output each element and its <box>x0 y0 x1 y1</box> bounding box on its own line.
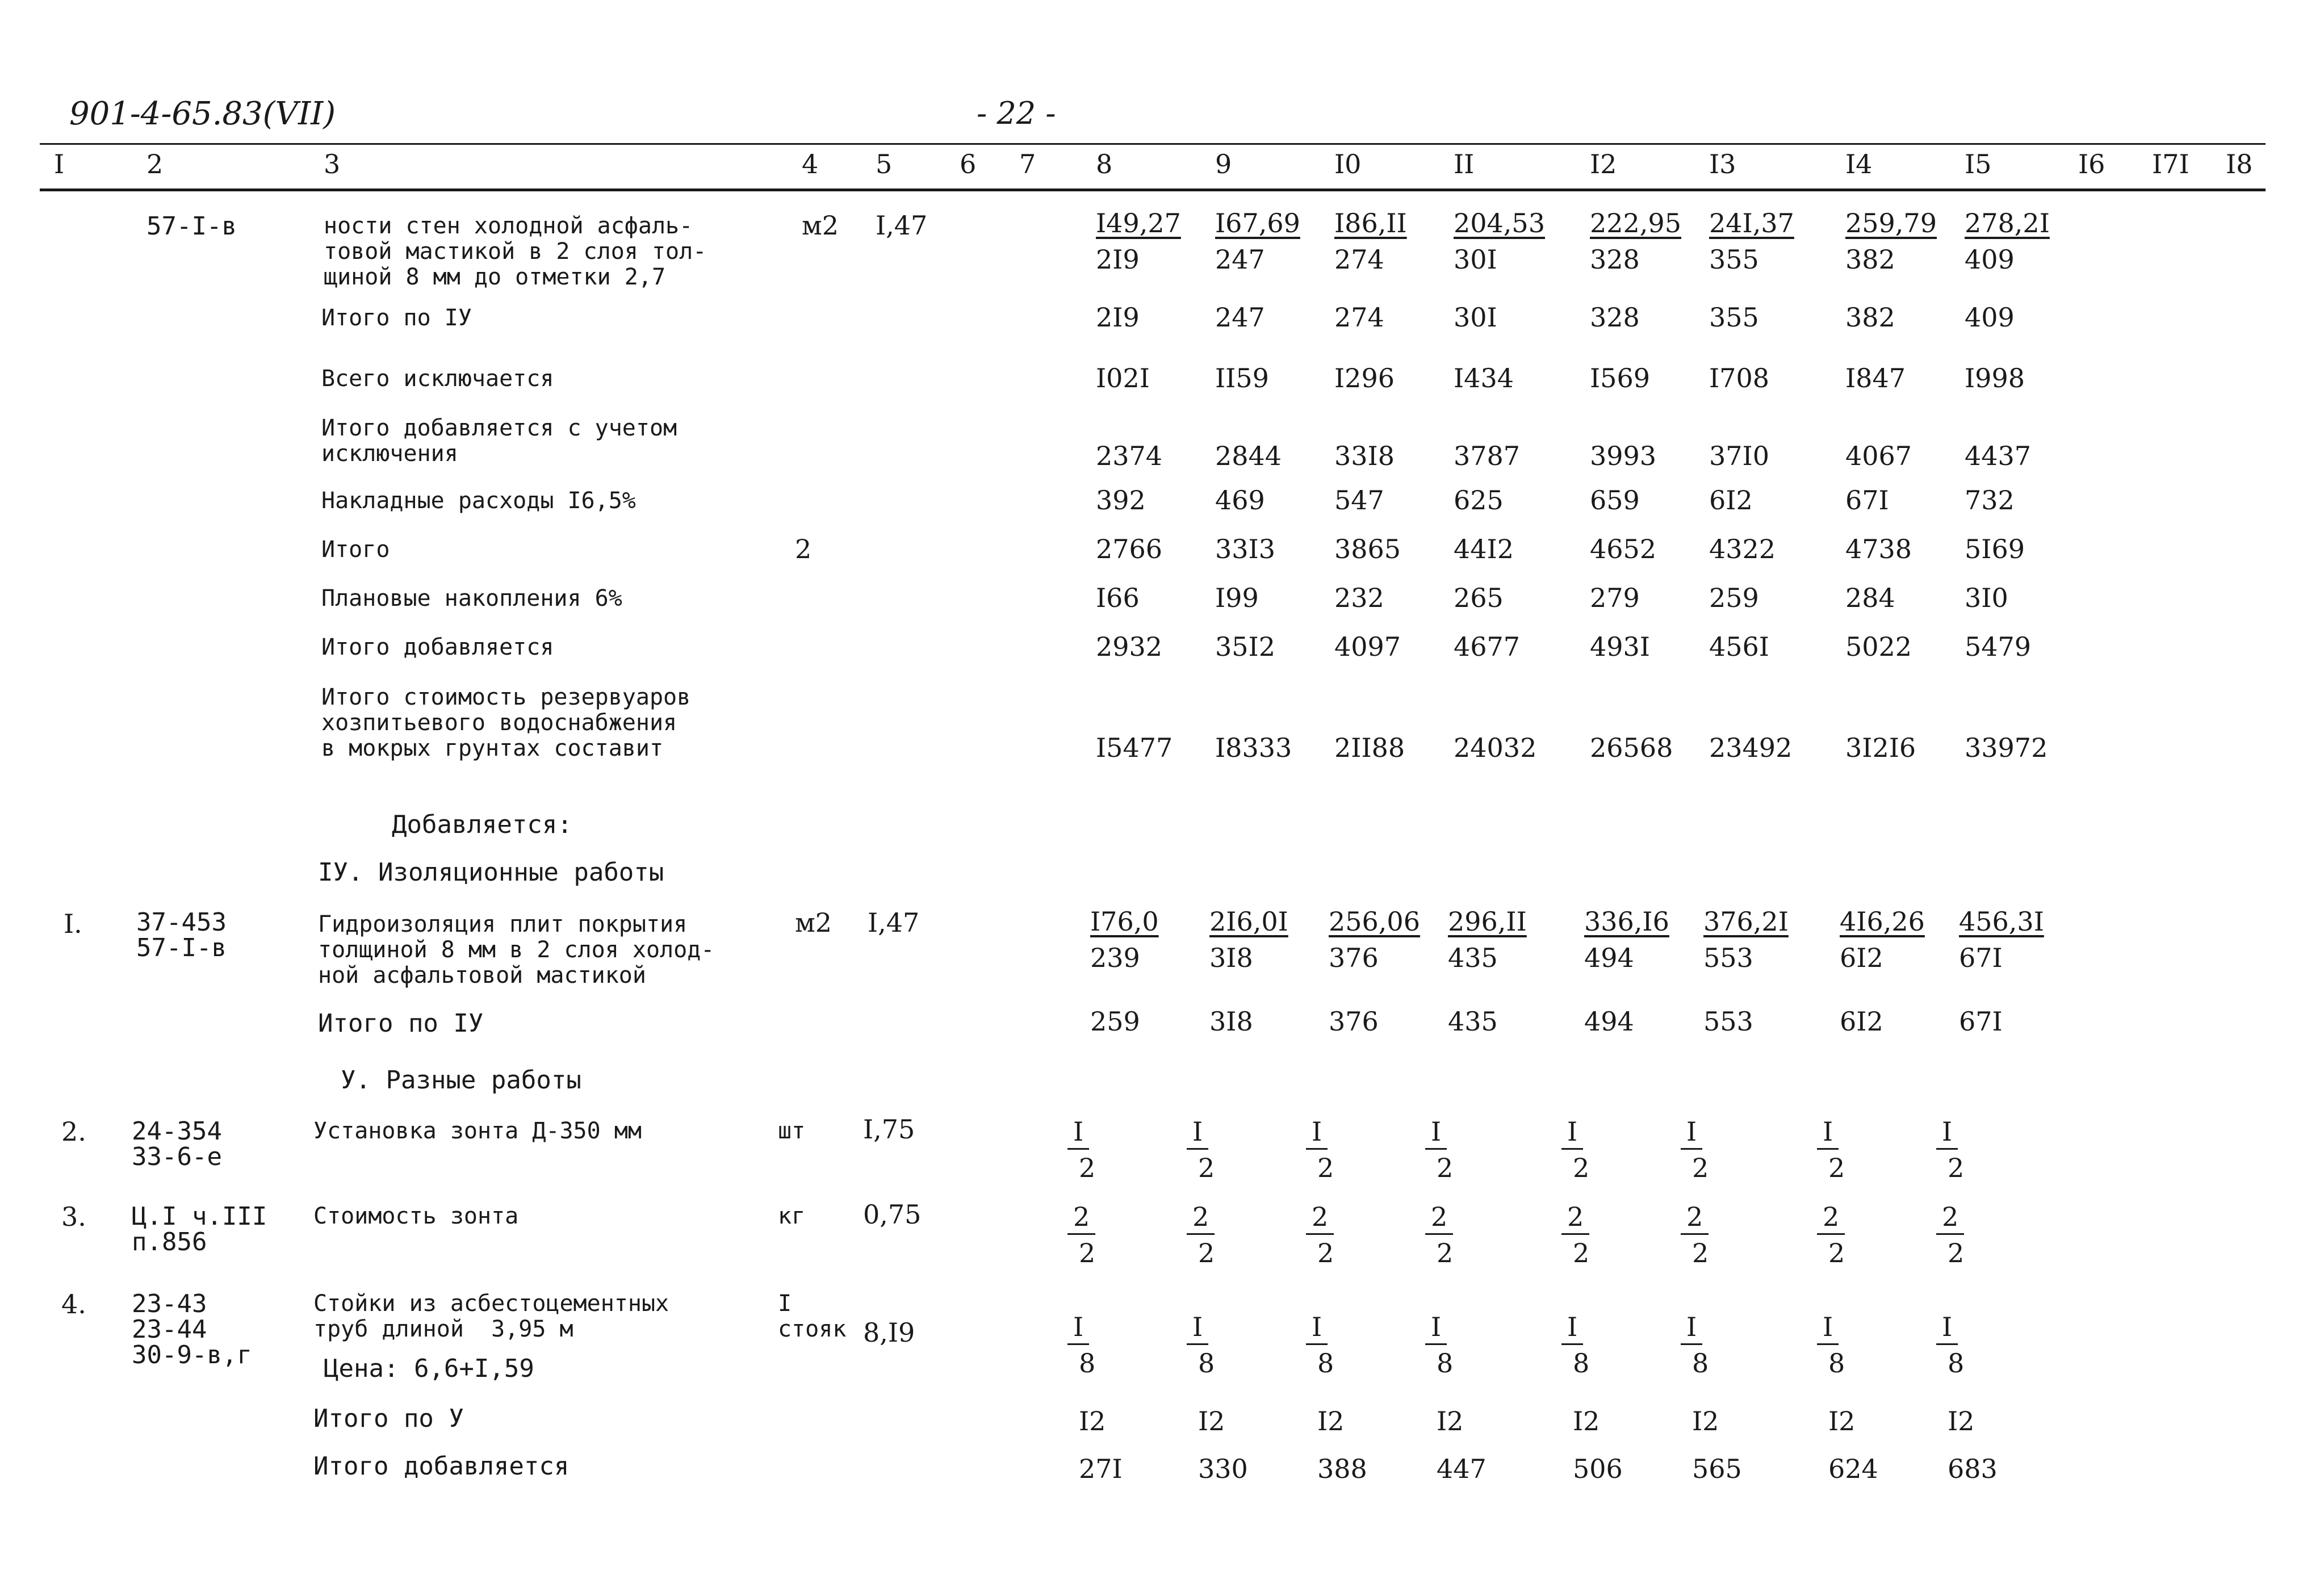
column-header: 7 <box>1019 149 1036 179</box>
fraction-denominator: 2 <box>1573 1238 1590 1268</box>
column-header: 9 <box>1215 149 1232 179</box>
item-quantity: 0,75 <box>863 1199 922 1230</box>
fraction-denominator: 2 <box>1437 1153 1454 1183</box>
item-quantity: 8,I9 <box>863 1317 915 1348</box>
column-header: 5 <box>876 149 893 179</box>
cell-value: 30I <box>1454 244 1497 275</box>
cell-value: I434 <box>1454 363 1514 393</box>
cell-value: 3I2I6 <box>1845 732 1916 763</box>
cell-value: 33972 <box>1965 732 2048 763</box>
cell-value: 732 <box>1965 485 2015 516</box>
fraction-denominator: 8 <box>1317 1348 1334 1379</box>
fraction-numerator: I <box>1425 1116 1447 1150</box>
fraction-denominator: 8 <box>1437 1348 1454 1379</box>
column-header: 3 <box>324 149 341 179</box>
fraction-denominator: 2 <box>1948 1153 1965 1183</box>
cell-value: 409 <box>1965 302 2015 333</box>
fraction-denominator: 2 <box>1692 1238 1709 1268</box>
grand-total-value: 683 <box>1948 1453 1998 1484</box>
added-heading: Добавляется: <box>392 810 572 839</box>
cell-value: 355 <box>1709 244 1759 275</box>
fraction-denominator: 2 <box>1317 1238 1334 1268</box>
cell-value: 265 <box>1454 583 1504 613</box>
column-header: I7I <box>2152 149 2189 179</box>
cell-value: 2844 <box>1215 441 1282 471</box>
unit-price: 259,79 <box>1845 208 1937 238</box>
fraction-denominator: 8 <box>1692 1348 1709 1379</box>
column-header: I6 <box>2078 149 2105 179</box>
item-unit: кг <box>778 1203 806 1229</box>
cell-value: 382 <box>1845 302 1895 333</box>
total-value: 494 <box>1584 1006 1634 1037</box>
cell-value: 4067 <box>1845 441 1912 471</box>
total-value: I2 <box>1317 1406 1345 1436</box>
fraction-numerator: I <box>1187 1116 1208 1150</box>
grand-total-value: 388 <box>1317 1453 1367 1484</box>
cell-value: 67I <box>1845 485 1889 516</box>
fraction-numerator: 2 <box>1561 1201 1589 1235</box>
cell-value: 6I2 <box>1709 485 1753 516</box>
total-value: I2 <box>1948 1406 1975 1436</box>
grand-total-label: Итого добавляется <box>313 1452 570 1481</box>
cell-value: 4652 <box>1590 534 1657 564</box>
item-number: 4. <box>61 1289 86 1319</box>
fraction-numerator: I <box>1561 1116 1583 1150</box>
item-number: I. <box>64 908 82 939</box>
summary-label: Накладные расходы I6,5% <box>321 488 636 514</box>
cell-value: 4437 <box>1965 441 2032 471</box>
cell-value: 659 <box>1590 485 1640 516</box>
unit-price: I86,II <box>1334 208 1407 238</box>
cell-value: 456I <box>1709 631 1769 662</box>
summary-label: Всего исключается <box>321 366 554 392</box>
cell-value: 409 <box>1965 244 2015 275</box>
unit-price: 256,06 <box>1329 906 1420 937</box>
cell-value: 3I0 <box>1965 583 2008 613</box>
unit-price: 376,2I <box>1703 906 1789 937</box>
cell-value: 392 <box>1096 485 1146 516</box>
cell-value: 35I2 <box>1215 631 1275 662</box>
grand-total-value: 27I <box>1079 1453 1123 1484</box>
cell-value: 259 <box>1709 583 1759 613</box>
unit-price: 4I6,26 <box>1840 906 1925 937</box>
fraction-denominator: 2 <box>1437 1238 1454 1268</box>
cell-value: 26568 <box>1590 732 1673 763</box>
unit-price: 456,3I <box>1959 906 2044 937</box>
cell-value: 3993 <box>1590 441 1657 471</box>
fraction-numerator: I <box>1936 1116 1958 1150</box>
fraction-numerator: I <box>1681 1116 1702 1150</box>
cell-value: 239 <box>1090 942 1140 973</box>
section-4-total-label: Итого по IУ <box>318 1009 484 1038</box>
summary-col4: 2 <box>795 534 812 564</box>
item-description: Стойки из асбестоцементных труб длиной 3,95 м <box>313 1291 669 1342</box>
grand-total-value: 565 <box>1692 1453 1742 1484</box>
item-number: 3. <box>61 1201 86 1232</box>
cell-value: 493I <box>1590 631 1650 662</box>
cell-value: 4097 <box>1334 631 1401 662</box>
cell-value: 23492 <box>1709 732 1793 763</box>
cell-value: I66 <box>1096 583 1140 613</box>
total-value: I2 <box>1573 1406 1600 1436</box>
row-unit: м2 <box>802 210 839 241</box>
cell-value: 24032 <box>1454 732 1537 763</box>
item-quantity: I,47 <box>868 907 920 938</box>
item-quantity: I,75 <box>863 1114 915 1145</box>
cell-value: 547 <box>1334 485 1384 516</box>
cell-value: 4738 <box>1845 534 1912 564</box>
column-header: I2 <box>1590 149 1617 179</box>
cell-value: 469 <box>1215 485 1265 516</box>
grand-total-value: 506 <box>1573 1453 1623 1484</box>
cell-value: I847 <box>1845 363 1906 393</box>
summary-label: Итого <box>321 537 390 563</box>
document-code: 901-4-65.83(VII) <box>69 95 336 132</box>
item-unit: шт <box>778 1118 806 1144</box>
item-unit: I стояк <box>778 1291 847 1342</box>
summary-label: Итого добавляется с учетом исключения <box>321 415 677 467</box>
unit-price: 222,95 <box>1590 208 1681 238</box>
section-4-heading: IУ. Изоляционные работы <box>318 858 664 887</box>
fraction-denominator: 2 <box>1079 1153 1096 1183</box>
cell-value: 4322 <box>1709 534 1776 564</box>
total-value: I2 <box>1198 1406 1225 1436</box>
cell-value: 274 <box>1334 244 1384 275</box>
total-value: I2 <box>1828 1406 1856 1436</box>
column-header: I8 <box>2226 149 2253 179</box>
cell-value: 5I69 <box>1965 534 2025 564</box>
cell-value: 232 <box>1334 583 1384 613</box>
cell-value: 553 <box>1703 942 1753 973</box>
column-header: I3 <box>1709 149 1736 179</box>
fraction-denominator: 8 <box>1828 1348 1845 1379</box>
item-code: Ц.I ч.III п.856 <box>132 1202 267 1256</box>
fraction-denominator: 2 <box>1198 1238 1215 1268</box>
fraction-numerator: 2 <box>1681 1201 1709 1235</box>
cell-value: 3787 <box>1454 441 1521 471</box>
fraction-denominator: 2 <box>1948 1238 1965 1268</box>
total-value: I2 <box>1437 1406 1464 1436</box>
cell-value: II59 <box>1215 363 1269 393</box>
cell-value: 625 <box>1454 485 1504 516</box>
fraction-numerator: 2 <box>1936 1201 1964 1235</box>
cell-value: 274 <box>1334 302 1384 333</box>
cell-value: 2I9 <box>1096 302 1140 333</box>
cell-value: I02I <box>1096 363 1150 393</box>
cell-value: I708 <box>1709 363 1769 393</box>
fraction-numerator: 2 <box>1425 1201 1453 1235</box>
cell-value: 3I8 <box>1209 942 1253 973</box>
total-value: I2 <box>1079 1406 1106 1436</box>
cell-value: 279 <box>1590 583 1640 613</box>
fraction-numerator: 2 <box>1306 1201 1334 1235</box>
cell-value: I998 <box>1965 363 2025 393</box>
column-header: 4 <box>802 149 819 179</box>
column-header: I <box>54 149 65 179</box>
item-code: 23-43 23-44 30-9-в,г <box>132 1289 252 1369</box>
fraction-numerator: I <box>1817 1116 1839 1150</box>
row-code: 57-I-в <box>146 212 237 241</box>
cell-value: 2II88 <box>1334 732 1405 763</box>
cell-value: 3865 <box>1334 534 1401 564</box>
unit-price: 336,I6 <box>1584 906 1669 937</box>
column-header: I4 <box>1845 149 1873 179</box>
cell-value: 355 <box>1709 302 1759 333</box>
cell-value: 284 <box>1845 583 1895 613</box>
cell-value: 5022 <box>1845 631 1912 662</box>
fraction-numerator: 2 <box>1187 1201 1215 1235</box>
column-header: I0 <box>1334 149 1362 179</box>
fraction-numerator: I <box>1681 1312 1702 1345</box>
cell-value: 247 <box>1215 244 1265 275</box>
fraction-numerator: I <box>1306 1312 1328 1345</box>
summary-label: Итого добавляется <box>321 634 554 660</box>
unit-price: 24I,37 <box>1709 208 1794 238</box>
fraction-denominator: 8 <box>1573 1348 1590 1379</box>
fraction-denominator: 2 <box>1828 1153 1845 1183</box>
unit-price: 278,2I <box>1965 208 2050 238</box>
cell-value: 33I3 <box>1215 534 1275 564</box>
cell-value: 328 <box>1590 244 1640 275</box>
header-bottom-rule <box>40 188 2266 191</box>
total-value: 376 <box>1329 1006 1379 1037</box>
fraction-numerator: I <box>1067 1116 1089 1150</box>
fraction-numerator: 2 <box>1067 1201 1095 1235</box>
fraction-denominator: 2 <box>1317 1153 1334 1183</box>
total-value: I2 <box>1692 1406 1719 1436</box>
fraction-numerator: I <box>1067 1312 1089 1345</box>
fraction-denominator: 8 <box>1079 1348 1096 1379</box>
cell-value: 494 <box>1584 942 1634 973</box>
cell-value: 382 <box>1845 244 1895 275</box>
total-value: 6I2 <box>1840 1006 1883 1037</box>
summary-label: Плановые накопления 6% <box>321 585 622 611</box>
cell-value: I5477 <box>1096 732 1173 763</box>
item-number: 2. <box>61 1116 86 1147</box>
fraction-numerator: I <box>1425 1312 1447 1345</box>
cell-value: 2932 <box>1096 631 1163 662</box>
header-top-rule <box>40 143 2266 145</box>
item-description: Гидроизоляция плит покрытия толщиной 8 мм в 2 слоя холод- ной асфальтовой мастикой <box>318 911 715 988</box>
unit-price: 296,II <box>1448 906 1527 937</box>
fraction-denominator: 8 <box>1948 1348 1965 1379</box>
unit-price: I67,69 <box>1215 208 1300 238</box>
cell-value: 33I8 <box>1334 441 1395 471</box>
cell-value: 67I <box>1959 942 2003 973</box>
cell-value: 328 <box>1590 302 1640 333</box>
item-unit: м2 <box>795 907 832 938</box>
cell-value: 247 <box>1215 302 1265 333</box>
fraction-denominator: 2 <box>1573 1153 1590 1183</box>
grand-total-value: 447 <box>1437 1453 1487 1484</box>
fraction-numerator: 2 <box>1817 1201 1845 1235</box>
item-description: Стоимость зонта <box>313 1203 519 1229</box>
column-header: 6 <box>960 149 977 179</box>
fraction-denominator: 8 <box>1198 1348 1215 1379</box>
fraction-numerator: I <box>1187 1312 1208 1345</box>
item-description: Установка зонта Д-350 мм <box>313 1118 642 1144</box>
cell-value: 30I <box>1454 302 1497 333</box>
cell-value: 2I9 <box>1096 244 1140 275</box>
total-value: 553 <box>1703 1006 1753 1037</box>
fraction-numerator: I <box>1936 1312 1958 1345</box>
unit-price: 2I6,0I <box>1209 906 1288 937</box>
column-header: 2 <box>146 149 164 179</box>
cell-value: 2766 <box>1096 534 1163 564</box>
cell-value: 5479 <box>1965 631 2032 662</box>
grand-total-value: 330 <box>1198 1453 1248 1484</box>
cell-value: I8333 <box>1215 732 1292 763</box>
row-description: ности стен холодной асфаль- товой мастикой в 2 слоя тол- щиной 8 мм до отметки 2,7 <box>324 213 707 290</box>
grand-total-value: 624 <box>1828 1453 1878 1484</box>
fraction-denominator: 2 <box>1692 1153 1709 1183</box>
total-value: 67I <box>1959 1006 2003 1037</box>
cell-value: 435 <box>1448 942 1498 973</box>
unit-price: I49,27 <box>1096 208 1181 238</box>
item-code: 37-453 57-I-в <box>136 908 227 962</box>
total-value: 259 <box>1090 1006 1140 1037</box>
fraction-denominator: 2 <box>1198 1153 1215 1183</box>
cell-value: 2374 <box>1096 441 1163 471</box>
total-value: 435 <box>1448 1006 1498 1037</box>
cell-value: I296 <box>1334 363 1395 393</box>
cell-value: 44I2 <box>1454 534 1514 564</box>
cell-value: I99 <box>1215 583 1259 613</box>
item-code: 24-354 33-6-е <box>132 1117 222 1171</box>
fraction-denominator: 2 <box>1828 1238 1845 1268</box>
cell-value: 6I2 <box>1840 942 1883 973</box>
cell-value: 4677 <box>1454 631 1521 662</box>
item-price-note: Цена: 6,6+I,59 <box>324 1354 534 1383</box>
summary-label: Итого стоимость резервуаров хозпитьевого водоснабжения в мокрых грунтах составит <box>321 684 691 761</box>
row-quantity: I,47 <box>876 210 928 241</box>
fraction-numerator: I <box>1561 1312 1583 1345</box>
fraction-numerator: I <box>1306 1116 1328 1150</box>
unit-price: 204,53 <box>1454 208 1545 238</box>
section-5-heading: У. Разные работы <box>341 1066 581 1095</box>
fraction-denominator: 2 <box>1079 1238 1096 1268</box>
cell-value: 376 <box>1329 942 1379 973</box>
summary-label: Итого по IУ <box>321 305 472 331</box>
column-header: 8 <box>1096 149 1113 179</box>
fraction-numerator: I <box>1817 1312 1839 1345</box>
section-5-total-label: Итого по У <box>313 1404 464 1433</box>
column-header: I5 <box>1965 149 1992 179</box>
cell-value: I569 <box>1590 363 1650 393</box>
total-value: 3I8 <box>1209 1006 1253 1037</box>
cell-value: 37I0 <box>1709 441 1769 471</box>
column-header: II <box>1454 149 1475 179</box>
page-number: - 22 - <box>977 95 1056 131</box>
unit-price: I76,0 <box>1090 906 1159 937</box>
